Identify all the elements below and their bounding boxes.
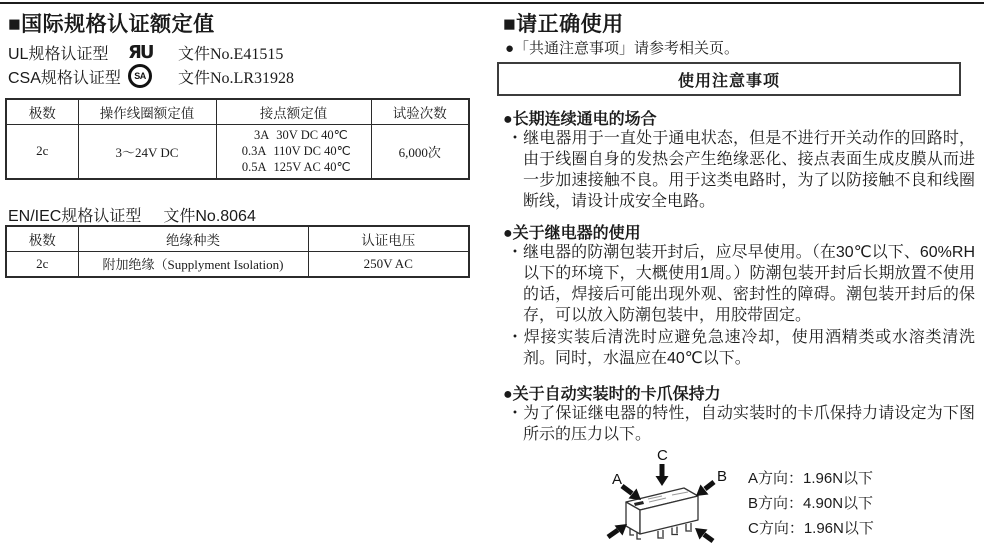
table-row <box>6 251 469 277</box>
col-header-poles: 极数 <box>6 226 78 251</box>
section-heading-relay-usage: ●关于继电器的使用 <box>503 225 641 242</box>
poles-cell: 2c <box>6 251 78 277</box>
en-iec-ratings-table <box>5 225 470 278</box>
force-values-list <box>748 466 874 541</box>
en-iec-heading <box>8 203 256 226</box>
direction-label-a: A <box>612 471 623 488</box>
col-header-coil: 操作线圈额定值 <box>78 99 216 124</box>
direction-label-c: C <box>657 447 668 464</box>
relay-force-diagram <box>600 446 760 546</box>
force-value-b: B方向：4.90N以下 <box>748 495 874 512</box>
force-value-a: A方向：1.96N以下 <box>748 470 874 487</box>
direction-label-b: B <box>717 468 728 485</box>
bullet-paragraph: ・继电器用于一直处于通电状态，但是不进行开关动作的回路时，由于线圈自身的发热会产生绝缘恶化、接点表面生成皮膜从而进一步加速接触不良。用于这类电路时，为了以防接触不良和线圈断线，请设计成安全电路。 <box>507 130 975 210</box>
arrow-bottom-right <box>695 528 713 541</box>
arrow-a <box>622 486 641 500</box>
table-header-row <box>6 99 469 124</box>
section-heading-continuous-current: ●长期连续通电的场合 <box>503 111 657 128</box>
voltage-cell: 250V AC <box>308 251 469 277</box>
col-header-insulation: 绝缘种类 <box>78 226 308 251</box>
arrow-b <box>696 482 714 496</box>
col-header-voltage: 认证电压 <box>308 226 469 251</box>
ul-file-number: 文件No.E41515 <box>178 45 284 63</box>
ul-recognized-icon: ЯU <box>128 41 153 63</box>
section-heading-chuck-holding-force: ●关于自动实装时的卡爪保持力 <box>503 386 721 403</box>
left-section-title: ■国际规格认证额定值 <box>8 13 215 36</box>
contact-rating-line: 0.5A 125V AC 40℃ <box>241 159 351 174</box>
ul-cert-label: UL规格认证型 <box>8 45 109 63</box>
col-header-contact: 接点额定值 <box>216 99 371 124</box>
insulation-cell: 附加绝缘（Supplyment Isolation) <box>78 251 308 277</box>
en-iec-file-number: 文件No.8064 <box>163 208 256 225</box>
arrow-c <box>656 464 669 486</box>
ul-csa-ratings-table <box>5 98 470 180</box>
certification-list <box>8 40 294 88</box>
table-row <box>6 124 469 179</box>
relay-isometric-illustration <box>600 446 760 546</box>
table-header-row <box>6 226 469 251</box>
arrow-bottom-left <box>608 524 627 537</box>
bullet-paragraph: ・继电器的防潮包装开封后，应尽早使用。（在30℃以下、60%RH以下的环境下，大概使用1周。）防潮包装开封后长期放置不使用的话，焊接后可能出现外观、密封性的障碍。潮包装开封后的保存，可以放入防潮包装中，用胶带固定。 <box>507 244 975 324</box>
col-header-poles: 极数 <box>6 99 78 124</box>
usage-precautions-box: 使用注意事项 <box>497 62 961 96</box>
contact-rating-line: 0.3A 110V DC 40℃ <box>241 143 351 158</box>
csa-cert-label: CSA规格认证型 <box>8 69 121 87</box>
csa-file-number: 文件No.LR31928 <box>178 69 295 87</box>
force-value-c: C方向：1.96N以下 <box>748 520 874 537</box>
right-section-title: ■请正确使用 <box>503 13 624 36</box>
csa-icon: SA <box>128 64 152 88</box>
contact-ratings-cell <box>216 124 371 179</box>
common-precautions-note: ●「共通注意事项」请参考相关页。 <box>505 40 740 57</box>
poles-cell: 2c <box>6 124 78 179</box>
contact-rating-line: 3A 30V DC 40℃ <box>253 127 348 142</box>
bullet-paragraph: ・焊接实装后清洗时应避免急速冷却，使用酒精类或水溶类清洗剂。同时，水温应在40℃以下。 <box>507 329 975 367</box>
coil-cell: 3～24V DC <box>78 124 216 179</box>
bullet-paragraph: ・为了保证继电器的特性，自动实装时的卡爪保持力请设定为下图所示的压力以下。 <box>507 405 975 443</box>
col-header-cycles: 试验次数 <box>371 99 469 124</box>
test-cycles-cell: 6,000次 <box>371 124 469 179</box>
en-iec-label: EN/IEC规格认证型 <box>8 208 142 225</box>
top-divider <box>0 2 984 4</box>
